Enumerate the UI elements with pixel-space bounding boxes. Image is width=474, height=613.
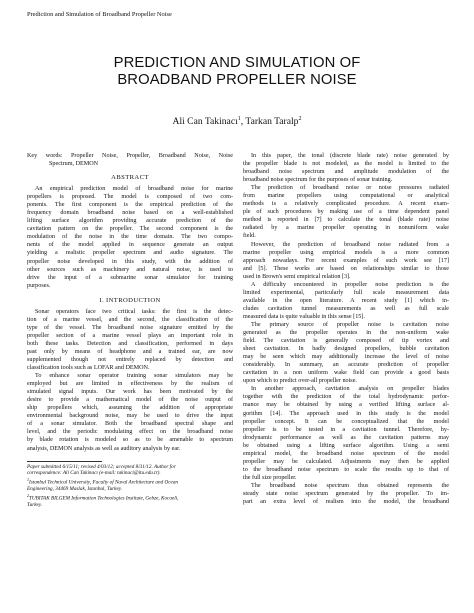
text-line: In another approach, cavitation analysis on propeller blades	[251, 386, 449, 393]
author-2-affiliation: 2	[298, 116, 302, 122]
abstract-body	[27, 185, 233, 290]
body-paragraph	[243, 241, 449, 281]
text-line: cavitation in a non uniform wake field can provide a good basis	[243, 370, 449, 377]
body-paragraph	[243, 482, 449, 506]
title-line-1: PREDICTION AND SIMULATION OF	[113, 55, 361, 71]
footnote-text: Istanbul Technical University, Faculty of Naval Architecture and Ocean	[29, 479, 179, 486]
paper-title	[0, 55, 474, 89]
author-separator: ,	[240, 116, 246, 128]
text-line: from marine propellers using computational or analytical	[243, 193, 449, 200]
footnote-line: Turkey.	[27, 501, 43, 508]
text-line: measured data is quite valuable in this sense [15].	[243, 313, 365, 320]
text-line: propeller concept. It can be conceptualized that the model	[243, 418, 449, 425]
footnote-line	[27, 477, 233, 486]
abstract-line: nents of the model applied in sequence generate an output	[27, 242, 233, 249]
text-line: the full size propeller.	[243, 474, 297, 481]
abstract-line: frequency domain broadband noise based on a well-established	[27, 210, 233, 217]
text-line: simulated signal inputs. Our work has been motivated by the	[27, 389, 233, 396]
text-line: together with the prediction of the total hydrodynamic perfor-	[243, 394, 449, 401]
text-line: ple of such procedures by making use of a time dependent panel	[243, 209, 449, 216]
text-line: type of the vessel. The broadband noise signature emitted by the	[27, 324, 233, 331]
text-line: considerably. In summary, an accurate prediction of propeller	[243, 362, 449, 369]
abstract-line: yielding a realistic propeller spectrum and audio signature. The	[27, 250, 233, 257]
text-line: propeller may be calculated. Adjustments may then be applied	[243, 458, 449, 465]
footnote-rule	[27, 461, 102, 462]
footnotes	[27, 464, 233, 509]
abstract-line: purposes.	[27, 282, 51, 289]
text-line: both these tasks. Detection and classification, performed in days	[27, 340, 233, 347]
text-line: limited experimental, particularly full scale measurement data	[243, 289, 449, 296]
abstract-line: other sources such as machinery and natural noise, is used to	[27, 266, 233, 273]
text-line: propeller section of a marine vessel plays an important role in	[27, 332, 233, 339]
left-column	[27, 152, 233, 509]
abstract-line: cavitation pattern on the propeller. The second component is the	[27, 226, 233, 233]
text-line: method is reported in [7] to calculate the tonal (blade rate) noise	[243, 217, 449, 224]
footnote-marker: 1	[27, 476, 29, 482]
author-2: Tarkan Taralp	[245, 116, 299, 128]
footnote-line	[27, 493, 233, 502]
text-line: of a sonar simulator. Both the broadband spectral shape and	[27, 421, 233, 428]
text-line: gorithm [14]. The approach used in this study is the model	[243, 410, 449, 417]
running-header: Prediction and Simulation of Broadband Propeller Noise	[27, 11, 172, 18]
abstract-line: lifting surface algorithm providing accurate prediction of the	[27, 218, 233, 225]
text-line: cludes cavitation tunnel measurements as well as full scale	[243, 305, 449, 312]
text-line: supplemented though not entirely replaced by detection and	[27, 356, 233, 363]
author-1: Ali Can Takinacı	[172, 116, 238, 128]
body-paragraph	[243, 152, 449, 184]
text-line: radiated by a marine propeller operating in nonuniform wake	[243, 225, 449, 232]
abstract-line: modulation of the noise in the time domain. The two compo-	[27, 234, 233, 241]
abstract-line: An empirical prediction model of broadband noise for marine	[35, 186, 233, 193]
abstract-line: propellers is proposed. The model is composed of two com-	[27, 194, 233, 201]
text-line: approach nowadays. For recent examples of such work see [17]	[243, 257, 449, 264]
footnote-line: correspondence: Ali Can Takinacı (e-mail: takinaci@itu.edu.tr).	[27, 470, 161, 477]
text-line: methods is a relatively complicated procedure. A recent exam-	[243, 201, 449, 208]
text-line: part an extra level of realism into the model, the broadband	[243, 499, 449, 506]
text-line: The primary source of propeller noise is cavitation noise	[251, 321, 449, 328]
text-line: The broadband noise spectrum thus obtained represents the	[251, 482, 449, 489]
text-line: However, the prediction of broadband noise radiated from a	[251, 241, 449, 248]
text-line: sheet cavitation. In badly designed propellers, bubble cavitation	[243, 346, 449, 353]
text-line: environmental background noise, may be used to drive the input	[27, 413, 233, 420]
abstract-line: ponents. The first component is the empirical prediction of the	[27, 202, 233, 209]
abstract-line: drive the input of a submarine sonar simulator for training	[27, 274, 233, 281]
text-line: classification tools such as LOFAR and DEMON.	[27, 365, 150, 372]
text-line: The prediction of broadband noise or noise pressures radiated	[251, 185, 449, 192]
text-line: the propeller blade is not modeled, as the model is limited to the	[243, 161, 449, 168]
footnote-marker: 2	[27, 492, 29, 498]
text-line: mance may be obtained by using a verified lifting surface al-	[243, 402, 449, 409]
author-1-affiliation: 1	[237, 116, 241, 122]
text-line: tion of a marine vessel, and the second, the classification of the	[27, 316, 233, 323]
body-paragraph	[243, 281, 449, 321]
text-line: and [5]. These works are based on relationships similar to those	[243, 265, 449, 272]
body-paragraph	[243, 184, 449, 240]
text-line: To enhance sonar operator training sonar simulators may be	[35, 373, 233, 380]
text-line: drodynamic performance as well as the cavitation patterns may	[243, 434, 449, 441]
text-line: by blade rotation is modeled so as to be amenable to spectrum	[27, 437, 233, 444]
text-line: may be seen which may additionally increase the level of noise	[243, 354, 449, 361]
introduction-paragraph-2	[27, 372, 233, 452]
footnote-line: Engineering, 34469 Maslak, Istanbul, Turkey.	[27, 486, 123, 493]
body-paragraph	[243, 385, 449, 482]
keywords-line: Key words: Propeller Noise, Propeller, Broadband Noise, Noise	[27, 153, 233, 159]
text-line: steady state noise spectrum generated by the propeller. To im-	[243, 490, 449, 497]
footnote-line: Paper submitted 6/15/11; revised 4/03/12; accepted 8/31/12. Author for	[27, 463, 176, 470]
text-line: used in Brown's semi empirical relation [3].	[243, 273, 351, 280]
text-line: upon which to predict over-all propeller noise.	[243, 378, 357, 385]
text-line: broadband noise spectrum for the purposes of sonar training.	[243, 177, 393, 184]
abstract-heading: ABSTRACT	[111, 174, 149, 182]
text-line: propeller is to be tested in a cavitation tunnel. Therefore, hy-	[243, 426, 449, 433]
keywords-line: Spectrum, DEMON	[49, 161, 99, 168]
text-line: ship propellers which, assuming the addition of appropriate	[27, 405, 233, 412]
text-line: broadband noise spectrum and amplitude modulation of the	[243, 169, 449, 176]
text-line: generated as the propeller operates in the non-uniform wake	[243, 330, 449, 337]
text-line: past only by means of headphone and a trained ear, are now	[27, 348, 233, 355]
text-line: In this paper, the tonal (discrete blade rate) noise generated by	[251, 153, 449, 159]
text-line: desire to provide a mathematical model of the noise output of	[27, 397, 233, 404]
text-line: level, and the periodic modulating effect on the broadband noise	[27, 429, 233, 436]
text-line: be obtained using a lifting surface algorithm. Using a semi	[243, 442, 449, 449]
text-line: available in the open literature. A recent study [1] which in-	[243, 297, 449, 304]
text-line: field. The cavitation is generally composed of tip vortex and	[243, 338, 449, 345]
right-column	[243, 152, 449, 506]
text-line: analysis, DEMON analysis as well as auditory analysis by ear.	[27, 445, 181, 452]
text-line: employed but are limited in effectiveness by the realism of	[27, 381, 233, 388]
text-line: empirical model, the broadband noise spectrum of the model	[243, 450, 449, 457]
introduction-heading: I. INTRODUCTION	[99, 296, 161, 304]
text-line: field.	[243, 233, 256, 240]
text-line: marine propeller using empirical models is a more common	[243, 249, 449, 256]
body-paragraph	[243, 321, 449, 385]
author-list	[0, 113, 474, 128]
text-line: Sonar operators face two critical tasks: the first is the detec-	[35, 308, 233, 315]
abstract-line: propeller noise developed in this study, with the addition of	[27, 258, 233, 265]
introduction-paragraph-1	[27, 308, 233, 372]
text-line: A difficulty encountered in propeller noise prediction is the	[251, 281, 449, 288]
title-line-2: BROADBAND PROPELLER NOISE	[117, 72, 357, 88]
text-line: to the broadband noise spectrum to scale the results up to that of	[243, 466, 449, 473]
keywords	[27, 152, 233, 168]
footnote-text: TUBITAK BILGEM Information Technologies Institute, Gebze, Kocaeli,	[29, 495, 179, 502]
